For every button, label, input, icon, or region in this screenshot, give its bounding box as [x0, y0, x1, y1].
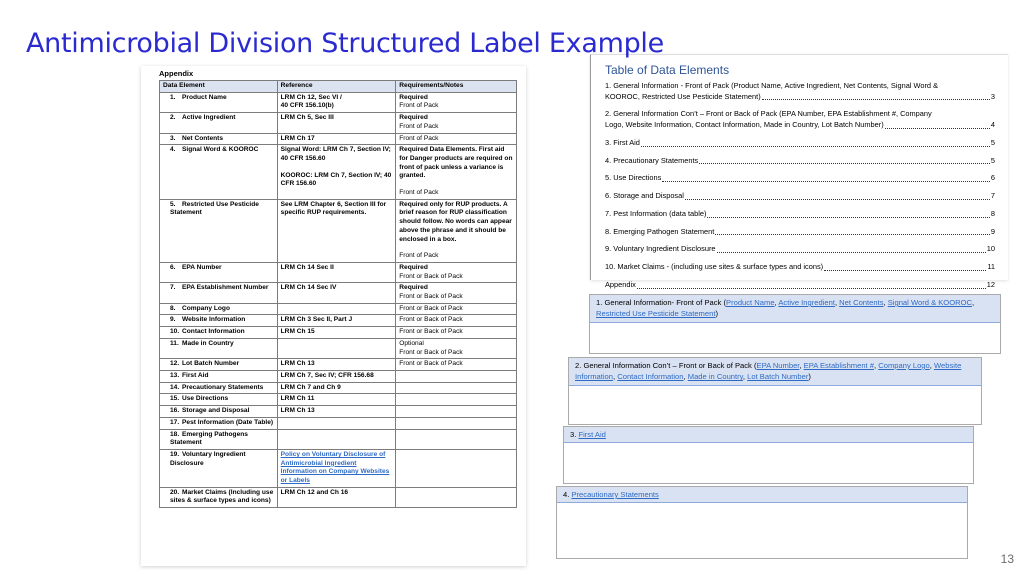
data-element-name: Use Directions: [182, 395, 229, 403]
data-element-cell: [160, 283, 278, 303]
data-element-name: Voluntary Ingredient Disclosure: [170, 450, 246, 467]
data-element-cell: [160, 262, 278, 282]
section-header-precautionary: [557, 487, 967, 503]
row-number: 1.: [170, 93, 176, 101]
table-row: [160, 487, 517, 507]
reference-text: LRM Ch 12, Sec VI /: [280, 93, 342, 101]
reference-text: LRM Ch 7, Sec IV; CFR 156.68: [280, 371, 374, 379]
slide-title: Antimicrobial Division Structured Label Example: [26, 28, 664, 59]
table-row: [160, 327, 517, 339]
section-title-close: ): [808, 372, 811, 382]
section-number: 4.: [563, 490, 572, 499]
data-element-cell: [160, 199, 278, 262]
data-element-cell: [160, 394, 278, 406]
requirements-cell: [396, 283, 517, 303]
toc-leader-dots: [885, 128, 990, 129]
toc-entry-label: 9. Voluntary Ingredient Disclosure: [605, 244, 716, 254]
placement-text: Front or Back of Pack: [399, 272, 463, 280]
data-element-link[interactable]: Website Information: [575, 361, 962, 382]
data-element-cell: [160, 429, 278, 449]
requirements-cell: [396, 92, 517, 112]
toc-leader-dots: [824, 270, 986, 271]
data-element-name: Company Logo: [182, 304, 230, 312]
reference-text: LRM Ch 3 Sec II, Part J: [280, 316, 353, 324]
requirements-cell: [396, 199, 517, 262]
section-card-general-info-cont: [568, 357, 982, 425]
section-card-first-aid: [563, 426, 974, 484]
toc-entry-label: 4. Precautionary Statements: [605, 155, 699, 165]
header-requirements: Requirements/Notes: [396, 81, 517, 93]
data-element-cell: [160, 382, 278, 394]
toc-entries: [605, 81, 995, 298]
toc-entry[interactable]: [605, 209, 995, 220]
row-number: 3.: [170, 134, 176, 142]
toc-page-number: 9: [990, 226, 995, 236]
reference-text: LRM Ch 13: [280, 407, 315, 415]
data-element-link[interactable]: Product Name: [726, 298, 775, 307]
toc-entry-line2: [605, 120, 995, 131]
toc-leader-dots: [699, 163, 990, 164]
toc-heading: Table of Data Elements: [605, 63, 730, 77]
data-element-cell: [160, 92, 278, 112]
section-card-general-info: [589, 294, 1001, 354]
table-row: [160, 359, 517, 371]
header-data-element: Data Element: [160, 81, 278, 93]
toc-entry[interactable]: [605, 156, 995, 167]
data-element-link[interactable]: Lot Batch Number: [747, 372, 809, 382]
data-element-link[interactable]: Signal Word & KOOROC: [887, 298, 972, 307]
separator: ,: [883, 298, 888, 307]
placement-text: Optional: [399, 339, 424, 347]
reference-text: LRM Ch 14 Sec II: [280, 263, 334, 271]
toc-leader-dots: [685, 199, 990, 200]
placement-text: Front or Back of Pack: [399, 304, 463, 312]
data-element-name: Restricted Use Pesticide Statement: [170, 200, 259, 217]
row-number: 13.: [170, 371, 180, 379]
data-element-name: Contact Information: [182, 328, 245, 336]
row-number: 15.: [170, 395, 180, 403]
table-row: [160, 429, 517, 449]
data-element-cell: [160, 417, 278, 429]
toc-leader-dots: [762, 99, 990, 100]
reference-cell: [277, 394, 396, 406]
data-element-name: Emerging Pathogens Statement: [170, 430, 248, 447]
toc-page-number: 5: [990, 155, 995, 165]
reference-cell: [277, 315, 396, 327]
requirements-cell: [396, 429, 517, 449]
data-element-name: Net Contents: [182, 134, 224, 142]
appendix-table: [159, 80, 517, 508]
spacer: [399, 244, 513, 252]
placement-text: Front of Pack: [399, 102, 439, 110]
section-header-first-aid: [564, 427, 973, 443]
reference-cell: [277, 199, 396, 262]
separator: ,: [799, 361, 804, 370]
data-element-name: EPA Number: [182, 263, 222, 271]
reference-text: 40 CFR 156.10(b): [280, 102, 334, 110]
placement-text: Front of Pack: [399, 122, 439, 130]
section-header-general-info: [590, 295, 1000, 323]
requirements-cell: [396, 315, 517, 327]
row-number: 18.: [170, 430, 180, 438]
toc-page-number: 12: [986, 279, 995, 289]
toc-entry-label: 5. Use Directions: [605, 173, 662, 183]
toc-leader-dots: [637, 288, 986, 289]
placement-text: Front or Back of Pack: [399, 328, 463, 336]
toc-page-number: 7: [990, 191, 995, 201]
toc-leader-dots: [707, 217, 989, 218]
row-number: 12.: [170, 360, 180, 368]
first-aid-link[interactable]: First Aid: [578, 430, 606, 439]
requirements-cell: [396, 406, 517, 418]
reference-text: LRM Ch 13: [280, 360, 315, 368]
requirements-cell: [396, 449, 517, 487]
reference-text: LRM Ch 7 and Ch 9: [280, 383, 341, 391]
section-title-text: 1. General Information- Front of Pack (: [596, 298, 726, 307]
data-element-name: Made in Country: [182, 339, 234, 347]
placement-text: Front or Back of Pack: [399, 360, 463, 368]
toc-entry-line1: 1. General Information - Front of Pack (Product Name, Active Ingredient, Net Contents, Signal Word &: [605, 81, 939, 90]
requirement-text: Required: [399, 93, 428, 101]
separator: ,: [874, 361, 879, 370]
data-element-cell: [160, 133, 278, 145]
section-header-general-info-cont: [569, 358, 981, 386]
header-reference: Reference: [277, 81, 396, 93]
toc-page-number: 6: [990, 173, 995, 183]
data-element-name: Lot Batch Number: [182, 360, 240, 368]
toc-page-number: 11: [987, 262, 995, 272]
placement-text: Front of Pack: [399, 189, 439, 197]
separator: ,: [613, 372, 618, 382]
data-element-name: First Aid: [182, 371, 209, 379]
reference-cell: [277, 487, 396, 507]
requirements-cell: [396, 133, 517, 145]
toc-entry[interactable]: [605, 109, 995, 130]
toc-entry[interactable]: [605, 262, 995, 273]
data-element-cell: [160, 303, 278, 315]
reference-cell: [277, 92, 396, 112]
toc-entry[interactable]: [605, 191, 995, 202]
data-element-link[interactable]: Net Contents: [839, 298, 884, 307]
toc-entry[interactable]: [605, 227, 995, 238]
reference-text: LRM Ch 12 and Ch 16: [280, 488, 349, 496]
requirements-cell: [396, 262, 517, 282]
data-element-name: Website Information: [182, 316, 246, 324]
table-row: [160, 113, 517, 133]
requirement-text: Required only for RUP products. A brief reason for RUP classification should follow. No words can appear above the phrase and it should be enclosed in a box.: [399, 200, 512, 243]
toc-entry[interactable]: [605, 173, 995, 184]
row-number: 14.: [170, 383, 180, 391]
toc-entry[interactable]: [605, 81, 995, 102]
table-row: [160, 315, 517, 327]
requirements-cell: [396, 487, 517, 507]
toc-entry-line1: 2. General Information Con’t – Front or Back of Pack (EPA Number, EPA Establishment #, Company: [605, 109, 932, 119]
spacer: [399, 181, 513, 189]
separator: ,: [834, 298, 840, 307]
data-element-name: Market Claims (Including use sites & surface types and icons): [170, 488, 274, 505]
reference-text: LRM Ch 14 Sec IV: [280, 284, 337, 292]
appendix-body: [160, 92, 517, 507]
row-number: 8.: [170, 304, 176, 312]
data-element-cell: [160, 487, 278, 507]
requirements-cell: [396, 417, 517, 429]
reference-text: Signal Word: LRM Ch 7, Section IV; 40 CFR 156.60: [280, 146, 391, 162]
table-row: [160, 394, 517, 406]
data-element-name: EPA Establishment Number: [182, 284, 269, 292]
placement-text: Front or Back of Pack: [399, 293, 463, 301]
reference-cell: [277, 370, 396, 382]
toc-leader-dots: [717, 252, 986, 253]
reference-cell: [277, 262, 396, 282]
table-row: [160, 370, 517, 382]
reference-cell: [277, 449, 396, 487]
requirements-cell: [396, 359, 517, 371]
toc-entry-label: 7. Pest Information (data table): [605, 208, 707, 218]
requirement-text: Required: [399, 284, 428, 292]
reference-cell: [277, 417, 396, 429]
requirements-cell: [396, 394, 517, 406]
section-title-text: 2. General Information Con’t – Front or Back of Pack (: [575, 361, 757, 370]
data-element-cell: [160, 315, 278, 327]
data-element-link[interactable]: Made in Country: [687, 372, 743, 382]
data-element-name: Storage and Disposal: [182, 407, 250, 415]
toc-entry-label: 3. First Aid: [605, 137, 640, 147]
placement-text: Front or Back of Pack: [399, 348, 463, 356]
reference-cell: [277, 338, 396, 358]
policy-link[interactable]: Policy on Voluntary Disclosure of Antimicrobial Ingredient Information on Company Websites or Labels: [280, 450, 390, 485]
requirement-text: Required Data Elements. First aid for Danger products are required on front of pack unless a variance is granted.: [399, 146, 513, 180]
data-element-link[interactable]: Active Ingredient: [778, 298, 835, 307]
reference-cell: [277, 113, 396, 133]
requirements-cell: [396, 370, 517, 382]
row-number: 6.: [170, 263, 176, 271]
data-element-link[interactable]: Contact Information: [617, 372, 684, 382]
table-of-contents: [590, 54, 1008, 289]
table-row: [160, 262, 517, 282]
reference-text: LRM Ch 11: [280, 395, 315, 403]
data-element-name: Product Name: [182, 93, 227, 101]
data-element-cell: [160, 113, 278, 133]
toc-entry-label: 6. Storage and Disposal: [605, 191, 684, 201]
row-number: 20.: [170, 488, 180, 496]
separator: ,: [972, 298, 975, 307]
row-number: 11.: [170, 339, 179, 347]
reference-text: See LRM Chapter 6, Section III for specific RUP requirements.: [280, 200, 387, 217]
table-row: [160, 449, 517, 487]
page-number: 13: [1000, 552, 1014, 566]
data-element-cell: [160, 145, 278, 200]
toc-entry-line2: [605, 92, 995, 103]
data-element-cell: [160, 327, 278, 339]
row-number: 16.: [170, 407, 180, 415]
data-element-link[interactable]: Company Logo: [878, 361, 930, 370]
table-row: [160, 303, 517, 315]
data-element-name: Precautionary Statements: [182, 383, 264, 391]
data-element-link[interactable]: EPA Number: [756, 361, 800, 370]
separator: ,: [742, 372, 748, 382]
requirements-cell: [396, 303, 517, 315]
row-number: 5.: [170, 200, 176, 208]
toc-page-number: 3: [990, 91, 995, 101]
toc-page-number: 4: [990, 120, 995, 130]
toc-page-number: 10: [986, 244, 995, 254]
toc-entry-label: 10. Market Claims - (including use sites & surface types and icons): [605, 262, 824, 272]
row-number: 9.: [170, 316, 176, 324]
reference-text: LRM Ch 17: [280, 134, 315, 142]
reference-text: LRM Ch 15: [280, 328, 315, 336]
spacer: [281, 164, 393, 172]
data-element-cell: [160, 359, 278, 371]
toc-entry[interactable]: [605, 244, 995, 255]
section-title-close: ): [715, 309, 718, 319]
toc-leader-dots: [641, 146, 990, 147]
requirements-cell: [396, 113, 517, 133]
reference-cell: [277, 145, 396, 200]
appendix-heading: Appendix: [159, 69, 194, 78]
row-number: 17.: [170, 418, 180, 426]
reference-text: KOOROC: LRM Ch 7, Section IV; 40 CFR 156.60: [280, 171, 392, 188]
table-row: [160, 417, 517, 429]
requirement-text: Required: [399, 263, 428, 271]
toc-entry[interactable]: [605, 280, 995, 291]
reference-cell: [277, 327, 396, 339]
data-element-name: Signal Word & KOOROC: [182, 146, 259, 154]
separator: ,: [683, 372, 688, 382]
row-number: 19.: [170, 450, 180, 458]
section-card-precautionary: [556, 486, 968, 559]
data-element-link[interactable]: EPA Establishment #: [803, 361, 875, 370]
requirements-cell: [396, 338, 517, 358]
toc-page-number: 8: [990, 208, 995, 218]
row-number: 4.: [170, 146, 176, 154]
data-element-name: Pest Information (Date Table): [182, 418, 274, 426]
data-element-cell: [160, 338, 278, 358]
toc-leader-dots: [662, 181, 990, 182]
data-element-cell: [160, 449, 278, 487]
row-number: 2.: [170, 114, 176, 122]
section-number: 3.: [570, 430, 579, 439]
placement-text: Front of Pack: [399, 252, 439, 260]
table-row: [160, 406, 517, 418]
requirement-text: Required: [399, 114, 428, 122]
table-row: [160, 92, 517, 112]
table-row: [160, 382, 517, 394]
appendix-header-row: [160, 81, 517, 93]
separator: ,: [774, 298, 779, 307]
toc-entry-label: Appendix: [605, 279, 636, 289]
requirements-cell: [396, 327, 517, 339]
toc-entry-label: Logo, Website Information, Contact Information, Made in Country, Lot Batch Number): [605, 120, 884, 130]
table-row: [160, 133, 517, 145]
table-row: [160, 145, 517, 200]
reference-cell: [277, 359, 396, 371]
placement-text: Front of Pack: [399, 134, 439, 142]
data-element-name: Active Ingredient: [182, 114, 236, 122]
reference-cell: [277, 382, 396, 394]
reference-cell: [277, 283, 396, 303]
placement-text: Front or Back of Pack: [399, 316, 463, 324]
reference-cell: [277, 303, 396, 315]
toc-leader-dots: [715, 234, 990, 235]
appendix-table-image: [141, 66, 526, 566]
reference-cell: [277, 133, 396, 145]
toc-page-number: 5: [990, 137, 995, 147]
requirements-cell: [396, 145, 517, 200]
separator: ,: [929, 361, 934, 370]
toc-entry-label: 8. Emerging Pathogen Statement: [605, 226, 715, 236]
data-element-cell: [160, 406, 278, 418]
table-row: [160, 338, 517, 358]
requirements-cell: [396, 382, 517, 394]
reference-cell: [277, 406, 396, 418]
toc-entry[interactable]: [605, 138, 995, 149]
data-element-link[interactable]: Restricted Use Pesticide Statement: [596, 309, 716, 319]
precautionary-statements-link[interactable]: Precautionary Statements: [571, 490, 659, 499]
reference-text: LRM Ch 5, Sec III: [280, 114, 334, 122]
data-element-cell: [160, 370, 278, 382]
table-row: [160, 199, 517, 262]
row-number: 10.: [170, 328, 180, 336]
row-number: 7.: [170, 284, 176, 292]
reference-cell: [277, 429, 396, 449]
table-row: [160, 283, 517, 303]
toc-entry-label: KOOROC, Restricted Use Pesticide Statement): [605, 91, 761, 101]
